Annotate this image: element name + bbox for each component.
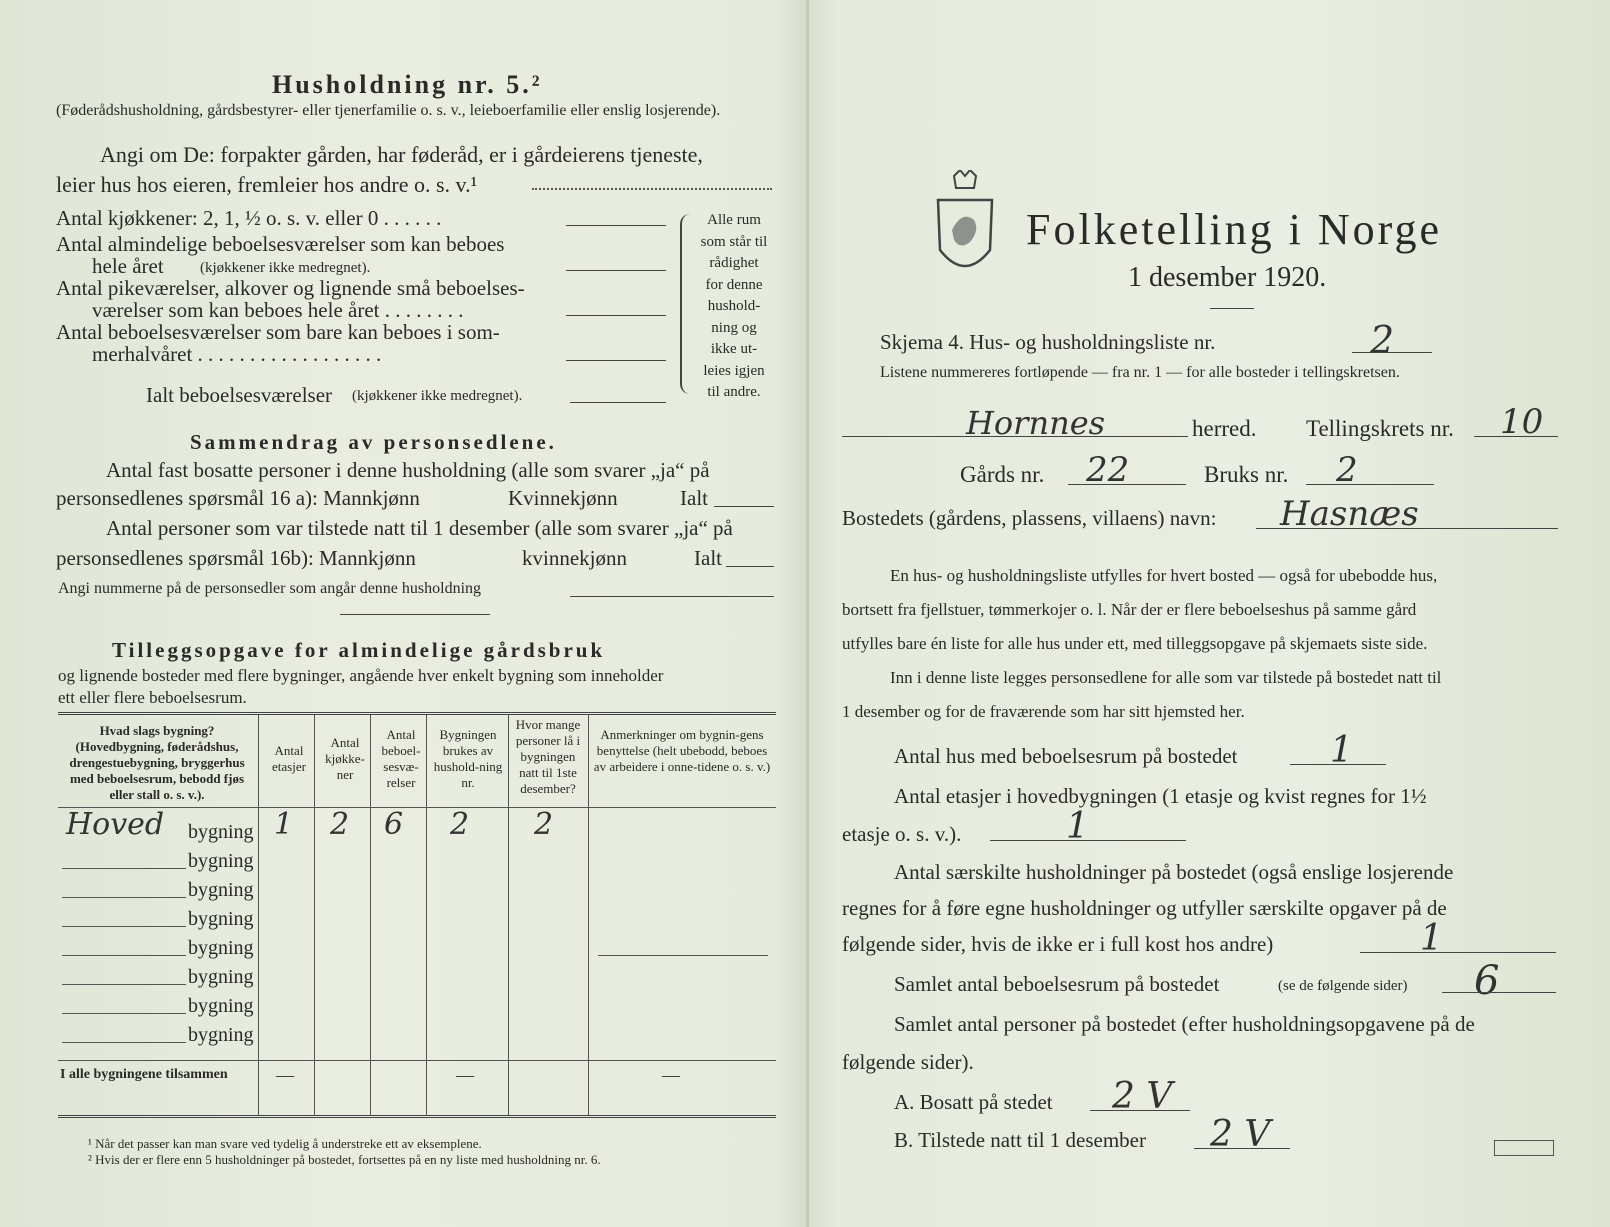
printer-stamp <box>1494 1140 1554 1156</box>
farm-line <box>1068 484 1186 485</box>
supplement-line2: ett eller flere beboelsesrum. <box>58 688 247 707</box>
col-type-header <box>62 723 252 803</box>
total-floors: — <box>276 1065 294 1085</box>
title-separator <box>1210 308 1254 309</box>
row-label: bygning <box>188 1024 254 1046</box>
household-note: (Føderådshusholdning, gårdsbestyrer- eller tjenerfamilie o. s. v., leieboerfamilie eller enslig losjerende). <box>56 102 721 119</box>
q-floors-value: 1 <box>1066 806 1089 847</box>
summary-total-line2 <box>726 566 774 567</box>
row-label: bygning <box>188 908 254 930</box>
q-floors-label-2: etasje o. s. v.). <box>842 822 962 846</box>
total-remarks: — <box>662 1065 680 1085</box>
summer-rooms-line2: merhalvåret . . . . . . . . . . . . . . . . . . <box>92 342 382 366</box>
footnote-1: ¹ Når det passer kan man svare ved tydelig å understreke ett av eksemplene. <box>88 1136 482 1151</box>
side-note-line: til andre. <box>707 384 761 400</box>
total-rooms-note: (kjøkkener ikke medregnet). <box>352 388 523 404</box>
angi-answer-line <box>532 180 772 190</box>
side-note-line: Alle rum <box>707 212 761 228</box>
resident-value: 2 V <box>1112 1076 1173 1117</box>
info-para-4: Inn i denne liste legges personsedlene for alle som var tilstede på bostedet natt til <box>890 668 1442 687</box>
q-households-label: Antal særskilte husholdninger på bostedet (også enslige losjerende <box>894 860 1454 884</box>
total-rooms-label: Ialt beboelsesværelser <box>146 383 333 407</box>
row1-rooms: 6 <box>384 807 404 842</box>
district-line <box>1474 436 1558 437</box>
col-persons-header: Hvor mange personer lå i bygningen natt til 1ste desember? <box>515 717 581 796</box>
resident-line <box>1090 1110 1190 1111</box>
q-floors-label: Antal etasjer i hovedbygningen (1 etasje og kvist regnes for 1½ <box>894 784 1427 808</box>
present-line <box>1194 1148 1290 1149</box>
summary-line5: Angi nummerne på de personsedler som angår denne husholdning <box>58 580 482 597</box>
q-floors-line <box>990 840 1186 841</box>
maid-rooms-line1: Antal pikeværelser, alkover og lignende små beboelses- <box>56 276 525 300</box>
q-households-value: 1 <box>1420 918 1443 959</box>
col-divider <box>508 715 509 1115</box>
row-line <box>62 897 186 898</box>
total-household: — <box>456 1065 474 1085</box>
q-rooms-note: (se de følgende sider) <box>1278 978 1408 994</box>
page-fold <box>806 0 809 1227</box>
summary-line2-total: Ialt <box>680 486 708 510</box>
q-houses-line <box>1290 764 1386 765</box>
side-note-line: rådighet <box>709 255 759 271</box>
summary-line4: personsedlenes spørsmål 16b): Mannkjønn <box>56 546 416 570</box>
col-kitchens-header: Antal kjøkke-ner <box>325 735 365 782</box>
summer-rooms-line1: Antal beboelsesværelser som bare kan beboes i som- <box>56 320 500 344</box>
row1-floors: 1 <box>274 807 294 842</box>
q-households-line <box>1360 952 1556 953</box>
q-rooms-line <box>1442 992 1556 993</box>
row-line <box>62 868 186 869</box>
footnote-2: ² Hvis der er flere enn 5 husholdninger på bostedet, fortsettes på en ny liste med husholdning nr. 6. <box>88 1152 601 1167</box>
side-note <box>694 210 774 404</box>
separator <box>340 614 490 615</box>
side-note-line: ning og <box>711 319 757 336</box>
q-houses-value: 1 <box>1330 730 1353 771</box>
q-households-label-2: regnes for å føre egne husholdninger og utfyller særskilte opgaver på de <box>842 896 1447 920</box>
col-divider <box>426 715 427 1115</box>
row-line <box>62 1013 186 1014</box>
schema-number: 2 <box>1370 318 1395 362</box>
angi-line1: Angi om De: forpakter gården, har føderåd, er i gårdeierens tjeneste, <box>100 142 703 167</box>
row-line <box>62 926 186 927</box>
rooms-line1: Antal almindelige beboelsesværelser som kan beboes <box>56 232 505 256</box>
coat-of-arms-icon <box>932 170 998 288</box>
col-floors-header: Antal etasjer <box>272 743 306 774</box>
place-label: Bostedets (gårdens, plassens, villaens) navn: <box>842 506 1217 530</box>
side-note-line: leies igjen <box>703 362 765 379</box>
summary-title: Sammendrag av personsedlene. <box>190 430 557 454</box>
schema-label: Skjema 4. Hus- og husholdningsliste nr. <box>880 330 1216 354</box>
total-label: I alle bygningene tilsammen <box>60 1067 228 1082</box>
main-title: Folketelling i Norge <box>1026 205 1443 254</box>
row1-kitchens: 2 <box>330 807 350 842</box>
summary-line2-female: Kvinnekjønn <box>508 486 618 510</box>
place-line <box>1256 528 1558 529</box>
col-rooms-header: Antal beboel-sesvæ-relser <box>381 727 421 790</box>
row1-household: 2 <box>450 807 470 842</box>
info-para-5: 1 desember og for de fraværende som har sitt hjemsted her. <box>842 702 1245 721</box>
summary-line2: personsedlenes spørsmål 16 a): Mannkjønn <box>56 486 420 510</box>
row1-persons: 2 <box>534 807 554 842</box>
present-value: 2 V <box>1210 1114 1271 1155</box>
rooms-line2-note: (kjøkkener ikke medregnet). <box>200 260 371 276</box>
schema-number-line <box>1352 352 1432 353</box>
summary-line3: Antal personer som var tilstede natt til 1 desember (alle som svarer „ja“ på <box>106 516 733 540</box>
summary-total-line <box>714 506 774 507</box>
angi-line2: leier hus hos eieren, fremleier hos andre o. s. v.¹ <box>56 172 478 197</box>
total-rooms-line <box>570 402 666 403</box>
answer-line-4 <box>566 360 666 361</box>
side-note-line: ikke ut- <box>710 341 758 357</box>
row1-type: Hoved <box>66 807 165 842</box>
household-title: Husholdning nr. 5.² <box>272 70 543 99</box>
summary-line1: Antal fast bosatte personer i denne husholdning (alle som svarer „ja“ på <box>106 458 710 482</box>
holding-line <box>1306 484 1434 485</box>
col-remarks-header: Anmerkninger om bygnin-gens benyttelse (helt ubebodd, beboes av arbeidere i onne-tidene o. s. v.) <box>593 727 771 774</box>
building-table <box>58 712 776 1118</box>
col-divider <box>258 715 259 1115</box>
total-divider <box>58 1060 776 1061</box>
farm-value: 22 <box>1086 450 1130 490</box>
present-label: B. Tilstede natt til 1 desember <box>894 1128 1146 1152</box>
q-persons-label: Samlet antal personer på bostedet (efter husholdningsopgavene på de <box>894 1012 1475 1036</box>
col-divider <box>314 715 315 1115</box>
side-note-line: som står til <box>700 233 768 250</box>
kitchens-line: Antal kjøkkener: 2, 1, ½ o. s. v. eller 0 . . . . . . <box>56 206 442 230</box>
answer-line-2 <box>566 270 666 271</box>
supplement-title: Tilleggsopgave for almindelige gårdsbruk <box>112 638 606 662</box>
holding-label: Bruks nr. <box>1204 462 1289 487</box>
col-divider <box>588 715 589 1115</box>
q-houses-label: Antal hus med beboelsesrum på bostedet <box>894 744 1238 768</box>
holding-value: 2 <box>1336 450 1358 490</box>
row-line <box>62 984 186 985</box>
row-label: bygning <box>188 879 254 901</box>
district-value: 10 <box>1500 402 1544 442</box>
rooms-line2: hele året <box>92 254 164 278</box>
resident-label: A. Bosatt på stedet <box>894 1090 1053 1114</box>
row-label: bygning <box>188 937 254 959</box>
row-line <box>62 955 186 956</box>
summary-numbers-line <box>570 596 774 597</box>
answer-line-3 <box>566 315 666 316</box>
summary-line4-total: Ialt <box>694 546 722 570</box>
farm-label: Gårds nr. <box>960 462 1045 487</box>
header-divider <box>58 807 776 808</box>
row-label: bygning <box>188 850 254 872</box>
place-value: Hasnæs <box>1280 494 1419 534</box>
col-household-header: Bygningen brukes av hushold-ning nr. <box>433 727 503 790</box>
municipality-value: Hornnes <box>966 404 1106 442</box>
info-para-1: En hus- og husholdningsliste utfylles for hvert bosted — også for ubebodde hus, <box>890 566 1438 585</box>
listene-note: Listene nummereres fortløpende — fra nr. 1 — for alle bosteder i tellingskretsen. <box>880 364 1400 381</box>
col-type-header-text: Hvad slags bygning? (Hovedbygning, føderådshus, drengestuebygning, bryggerhus med beboelsesrum, bebodd fjøs eller stall o. s. v.). <box>69 723 245 802</box>
answer-line-1 <box>566 225 666 226</box>
maid-rooms-line2: værelser som kan beboes hele året . . . . . . . . <box>92 298 464 322</box>
q-households-label-3: følgende sider, hvis de ikke er i full kost hos andre) <box>842 932 1274 956</box>
q-persons-label-2: følgende sider). <box>842 1050 974 1074</box>
info-para-3: utfylles bare én liste for alle hus under ett, med tilleggsopgave på skjemaets siste side. <box>842 634 1428 653</box>
supplement-line1: og lignende bosteder med flere bygninger, angående hver enkelt bygning som inneholder <box>58 666 664 685</box>
census-date: 1 desember 1920. <box>1128 262 1327 293</box>
info-para-2: bortsett fra fjellstuer, tømmerkojer o. l. Når der er flere beboelseshus på samme gård <box>842 600 1417 619</box>
side-note-line: for denne <box>705 276 763 293</box>
row-line <box>62 1042 186 1043</box>
remark-line <box>598 955 768 956</box>
summary-line4-female: kvinnekjønn <box>522 546 627 570</box>
side-note-line: hushold- <box>707 298 761 314</box>
municipality-label: herred. <box>1192 416 1257 441</box>
district-label: Tellingskrets nr. <box>1306 416 1454 441</box>
q-rooms-label: Samlet antal beboelsesrum på bostedet <box>894 972 1220 996</box>
municipality-line <box>842 436 1188 437</box>
row-label: bygning <box>188 821 254 843</box>
row-label: bygning <box>188 966 254 988</box>
row-label: bygning <box>188 995 254 1017</box>
q-rooms-value: 6 <box>1474 958 1500 1004</box>
col-divider <box>370 715 371 1115</box>
